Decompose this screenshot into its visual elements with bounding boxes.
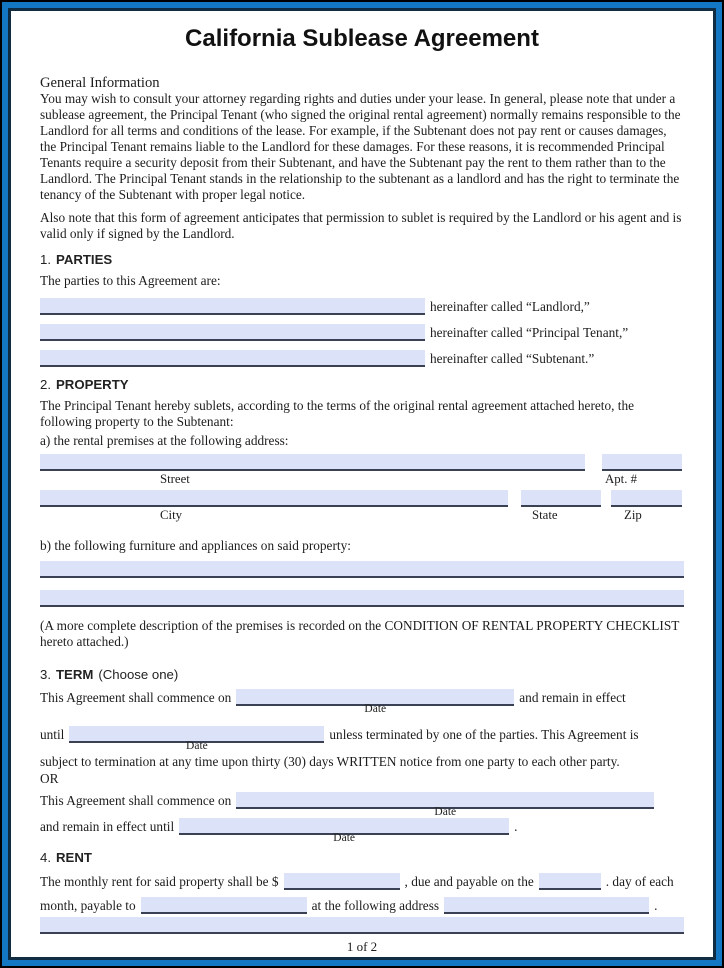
term-line-3: subject to termination at any time upon thirty (30) days WRITTEN notice from one party to each other party. [40, 754, 620, 769]
landlord-name-field[interactable] [40, 298, 425, 315]
property-intro: The Principal Tenant hereby sublets, according to the terms of the original rental agreement attached hereto, the following property to the Subtenant: [40, 398, 635, 429]
general-info-heading: General Information [40, 75, 160, 91]
state-field[interactable] [521, 490, 601, 507]
street-apt-row [40, 454, 684, 471]
apt-field[interactable] [602, 454, 682, 471]
section-property-heading [40, 377, 684, 393]
rent-line1-post: . day of each [605, 874, 674, 889]
principal-tenant-row [40, 324, 684, 341]
street-apt-labels [40, 471, 684, 487]
furniture-row-1 [40, 561, 684, 578]
section-parties-heading [40, 252, 684, 268]
term-line5-pre: and remain in effect until [40, 819, 175, 834]
term-line-2 [40, 726, 684, 752]
city-state-zip-labels [40, 507, 684, 523]
rent-line1-mid: , due and payable on the [404, 874, 534, 889]
document-page [8, 8, 716, 960]
document-title: California Sublease Agreement [185, 25, 539, 52]
due-day-field[interactable] [539, 873, 601, 890]
term1-start-date-field[interactable] [236, 689, 514, 715]
section-name: RENT [56, 850, 92, 865]
property-item-b: b) the following furniture and appliances on said property: [40, 538, 351, 553]
term-line-5 [40, 818, 684, 844]
apt-label: Apt. # [605, 472, 637, 486]
rent-line-1 [40, 873, 684, 890]
payment-address-row-2 [40, 917, 684, 934]
principal-tenant-row-label: hereinafter called “Principal Tenant,” [430, 325, 629, 340]
term1-end-date-field[interactable] [69, 726, 324, 752]
term-line-1 [40, 689, 684, 715]
sublet-permission-paragraph: Also note that this form of agreement anticipates that permission to sublet is required by the Landlord or his agent and is valid only if signed by the Landlord. [40, 210, 682, 241]
date-label: Date [434, 806, 457, 818]
page-blue-border [2, 2, 722, 966]
section-number: 4. [40, 850, 51, 865]
monthly-rent-field[interactable] [284, 873, 400, 890]
payable-to-field[interactable] [141, 897, 307, 914]
term-line4-pre: This Agreement shall commence on [40, 793, 232, 808]
furniture-line2-field[interactable] [40, 590, 684, 607]
term-or-label: OR [40, 771, 59, 786]
city-field[interactable] [40, 490, 508, 507]
rent-line2-mid: at the following address [311, 898, 440, 913]
city-label: City [160, 508, 183, 522]
section-rent-heading [40, 850, 684, 866]
furniture-line1-field[interactable] [40, 561, 684, 578]
property-item-a: a) the rental premises at the following address: [40, 433, 289, 448]
zip-label: Zip [624, 508, 642, 522]
section-number: 3. [40, 667, 51, 682]
term2-end-date-field[interactable] [179, 818, 509, 844]
rent-line1-pre: The monthly rent for said property shall be $ [40, 874, 279, 889]
section-name: PARTIES [56, 252, 113, 267]
furniture-row-2 [40, 590, 684, 607]
section-term-heading [40, 667, 684, 683]
section-name: PROPERTY [56, 377, 129, 392]
term-line1-pre: This Agreement shall commence on [40, 690, 232, 705]
term-line1-post: and remain in effect [519, 690, 626, 705]
payment-address-line2-field[interactable] [40, 917, 684, 934]
payment-address-field[interactable] [444, 897, 649, 914]
principal-tenant-name-field[interactable] [40, 324, 425, 341]
checklist-note: (A more complete description of the premises is recorded on the CONDITION OF RENTAL PROPERTY CHECKLIST hereto attached.) [40, 618, 680, 649]
date-label: Date [333, 832, 356, 844]
term-line5-post: . [514, 819, 518, 834]
term-line2-post: unless terminated by one of the parties. This Agreement is [329, 727, 639, 742]
rent-line-2 [40, 897, 684, 914]
subtenant-name-field[interactable] [40, 350, 425, 367]
zip-field[interactable] [611, 490, 682, 507]
city-state-zip-row [40, 490, 684, 507]
parties-intro: The parties to this Agreement are: [40, 273, 221, 288]
rent-line2-post: . [654, 898, 658, 913]
date-label: Date [364, 703, 387, 715]
section-name: TERM [56, 667, 94, 682]
section-number: 1. [40, 252, 51, 267]
term-line2-pre: until [40, 727, 65, 742]
date-label: Date [186, 740, 208, 752]
rent-line2-pre: month, payable to [40, 898, 136, 913]
term-line-4 [40, 792, 684, 818]
section-number: 2. [40, 377, 51, 392]
landlord-row [40, 298, 684, 315]
subtenant-row [40, 350, 684, 367]
general-info-paragraph: You may wish to consult your attorney regarding rights and duties under your lease. In general, please note that under a sublease agreement, the Principal Tenant (who signed the original rental agreement) normally remains responsible to the Landlord for all terms and conditions of the lease. For example, if the Subtenant does not pay rent or causes damages, the Principal Tenant remains liable to the Landlord for these damages. For these reasons, it is recommended Principal Tenants require a security deposit from their Subtenant, and have the Subtenant pay the rent to them rather than to the Landlord. The Principal Tenant stands in the relationship to the subtenant as a landlord and has the right to terminate the tenancy of the Subtenant with proper legal notice. [40, 91, 681, 202]
street-field[interactable] [40, 454, 585, 471]
subtenant-row-label: hereinafter called “Subtenant.” [430, 351, 595, 366]
term-choose-one: (Choose one) [98, 667, 179, 682]
term2-start-date-field[interactable] [236, 792, 654, 818]
street-label: Street [160, 472, 190, 486]
page-number: 1 of 2 [346, 939, 378, 954]
landlord-row-label: hereinafter called “Landlord,” [430, 299, 590, 314]
state-label: State [532, 508, 558, 522]
